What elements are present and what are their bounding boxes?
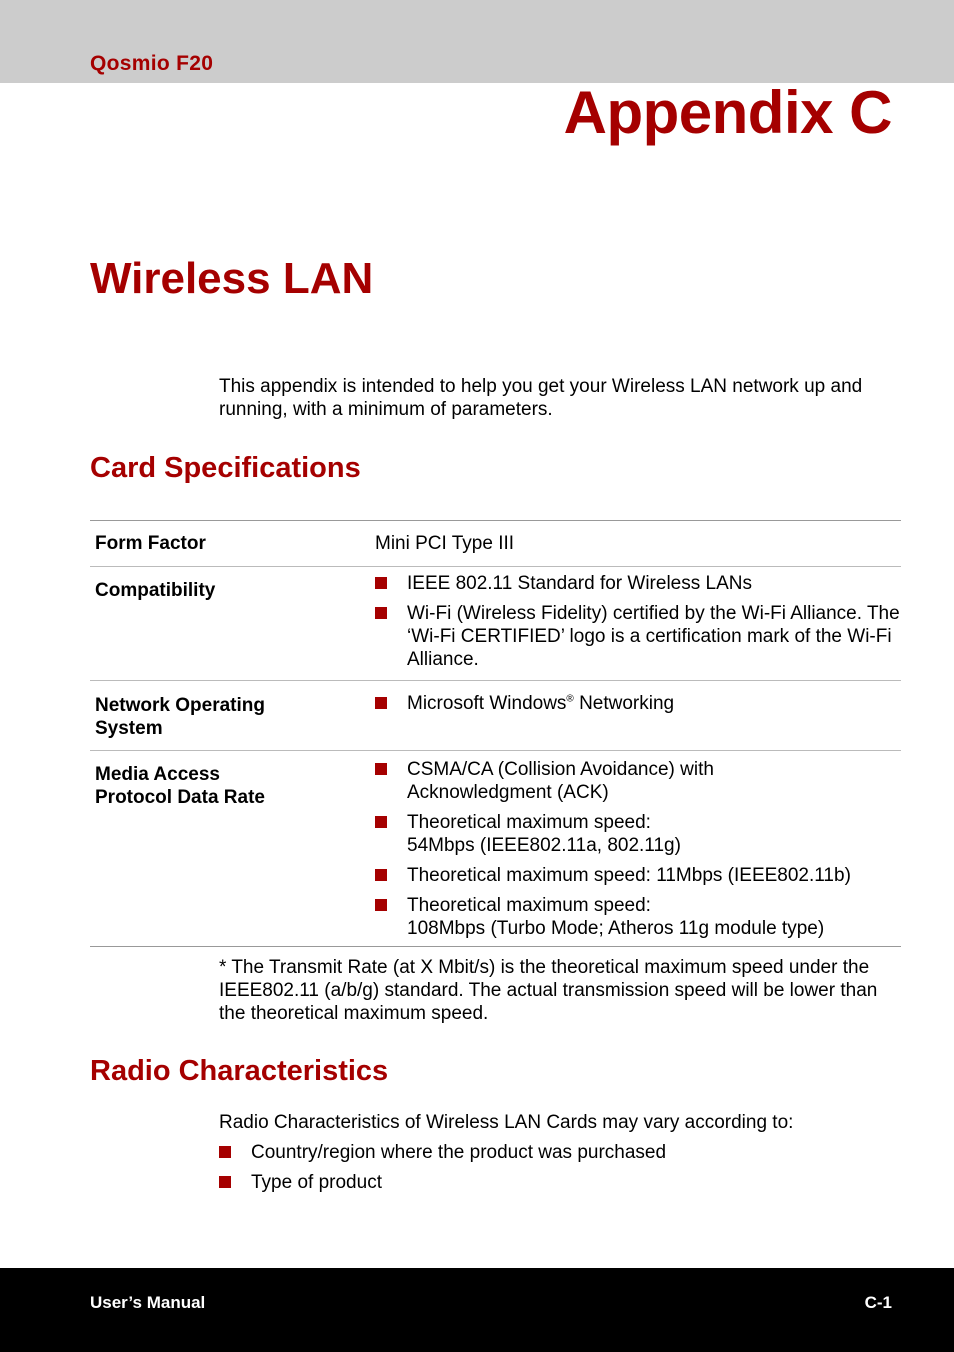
square-bullet-icon: [375, 763, 387, 775]
spec-label: Compatibility: [95, 580, 216, 601]
appendix-title: Appendix C: [563, 79, 892, 146]
spec-label: Network Operating System: [95, 695, 265, 739]
radio-intro: Radio Characteristics of Wireless LAN Cards may vary according to:: [219, 1112, 794, 1133]
list-item: IEEE 802.11 Standard for Wireless LANs: [375, 572, 901, 595]
square-bullet-icon: [375, 577, 387, 589]
square-bullet-icon: [375, 697, 387, 709]
product-name: Qosmio F20: [90, 52, 214, 75]
spec-row-media-access: [90, 751, 901, 947]
spec-label: Media Access Protocol Data Rate: [95, 764, 265, 808]
page-number: C-1: [864, 1293, 892, 1312]
list-item: Theoretical maximum speed: 11Mbps (IEEE802.11b): [375, 864, 901, 887]
square-bullet-icon: [375, 816, 387, 828]
spec-value: [375, 572, 901, 680]
spec-row-network-os: [90, 681, 901, 751]
list-item: Wi-Fi (Wireless Fidelity) certified by the Wi-Fi Alliance. The ‘Wi-Fi CERTIFIED’ logo is a certification mark of the Wi-Fi Alliance.: [375, 602, 901, 671]
square-bullet-icon: [375, 607, 387, 619]
spec-value: [375, 758, 901, 946]
spec-label: Form Factor: [95, 533, 206, 554]
list-item: Theoretical maximum speed: 54Mbps (IEEE802.11a, 802.11g): [375, 811, 901, 857]
spec-row-compatibility: [90, 567, 901, 681]
card-specs-heading: Card Specifications: [90, 452, 361, 484]
list-item: Type of product: [219, 1171, 666, 1194]
radio-factor-list: [219, 1141, 666, 1201]
chapter-title: Wireless LAN: [90, 254, 374, 303]
intro-paragraph: This appendix is intended to help you get your Wireless LAN network up and running, with a minimum of parameters.: [219, 376, 863, 420]
list-item: Theoretical maximum speed: 108Mbps (Turbo Mode; Atheros 11g module type): [375, 894, 901, 940]
spec-row-form-factor: [90, 521, 901, 567]
spec-table: [90, 520, 901, 947]
footnote: * The Transmit Rate (at X Mbit/s) is the theoretical maximum speed under the IEEE802.11 (a/b/g) standard. The actual transmission speed will be lower than the theoretical maximum speed.: [219, 957, 878, 1024]
square-bullet-icon: [375, 869, 387, 881]
square-bullet-icon: [219, 1176, 231, 1188]
spec-value: Mini PCI Type III: [375, 533, 515, 554]
spec-value: [375, 692, 901, 750]
footer-manual-label: User’s Manual: [90, 1293, 206, 1312]
list-item: CSMA/CA (Collision Avoidance) with Acknowledgment (ACK): [375, 758, 901, 804]
square-bullet-icon: [375, 899, 387, 911]
square-bullet-icon: [219, 1146, 231, 1158]
list-item: Country/region where the product was purchased: [219, 1141, 666, 1164]
radio-heading: Radio Characteristics: [90, 1055, 389, 1087]
list-item: Microsoft Windows® Networking: [375, 692, 901, 715]
